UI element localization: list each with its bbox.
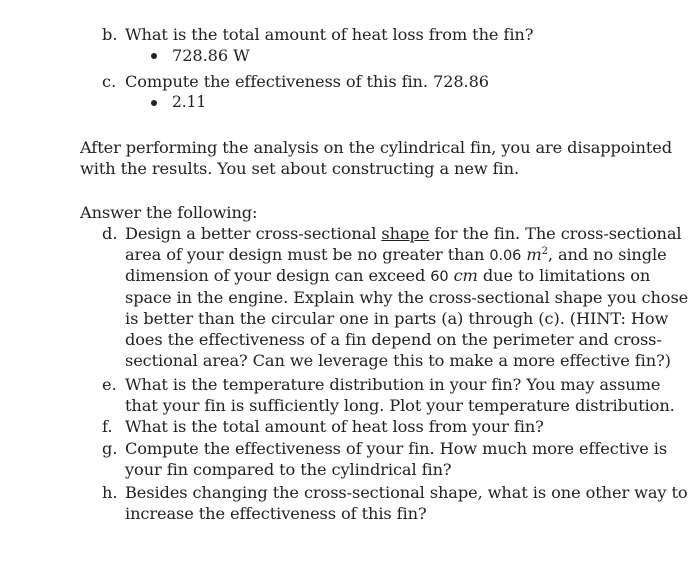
part-d-line-4: space in the engine. Explain why the cross-sectional shape you chose <box>125 288 689 307</box>
part-g-line-2: your fin compared to the cylindrical fin? <box>125 460 452 479</box>
bullet-icon <box>151 53 157 59</box>
part-d-line-2: area of your design must be no greater than 0.06 $m^2$, and no single <box>125 245 667 264</box>
intro-line-2: with the results. You set about constructing a new fin. <box>80 159 519 178</box>
part-f-line-1: What is the total amount of heat loss from your fin? <box>125 417 544 436</box>
part-h-marker: h. <box>102 483 118 502</box>
answer-heading: Answer the following: <box>80 203 258 222</box>
part-f-marker: f. <box>102 417 113 436</box>
part-c-marker: c. <box>102 72 117 91</box>
area-value: 0.06 <box>489 248 522 264</box>
part-c-question: Compute the effectiveness of this fin. 728.86 <box>125 72 490 91</box>
underlined-shape: shape <box>381 224 430 243</box>
part-b-answer: 728.86 W <box>172 46 250 65</box>
part-e-marker: e. <box>102 375 117 394</box>
area-unit: m <box>526 245 542 264</box>
part-d-line-5: is better than the circular one in parts (a) through (c). (HINT: How <box>125 309 669 328</box>
part-b-question: What is the total amount of heat loss from the fin? <box>125 25 534 44</box>
part-d-line-1: Design a better cross-sectional shape for the fin. The cross-sectional <box>125 224 682 243</box>
area-exponent: 2 <box>541 246 548 257</box>
part-g-line-1: Compute the effectiveness of your fin. How much more effective is <box>125 439 668 458</box>
part-g-marker: g. <box>102 439 118 458</box>
part-e-line-1: What is the temperature distribution in your fin? You may assume <box>125 375 661 394</box>
part-c-answer: 2.11 <box>172 93 207 111</box>
part-d-marker: d. <box>102 224 118 243</box>
part-d-line-3: dimension of your design can exceed 60 cm due to limitations on <box>125 266 651 285</box>
part-d-line-7: sectional area? Can we leverage this to make a more effective fin?) <box>125 351 671 370</box>
part-h-line-2: increase the effectiveness of this fin? <box>125 504 427 523</box>
part-d-line-6: does the effectiveness of a fin depend on the perimeter and cross- <box>125 330 662 349</box>
intro-line-1: After performing the analysis on the cylindrical fin, you are disappointed <box>80 138 672 157</box>
dimension-unit: cm <box>453 266 478 285</box>
dimension-value: 60 <box>430 269 449 285</box>
part-e-line-2: that your fin is sufficiently long. Plot your temperature distribution. <box>125 396 675 415</box>
part-b-marker: b. <box>102 25 118 44</box>
bullet-icon <box>151 100 157 106</box>
part-h-line-1: Besides changing the cross-sectional shape, what is one other way to <box>125 483 688 502</box>
